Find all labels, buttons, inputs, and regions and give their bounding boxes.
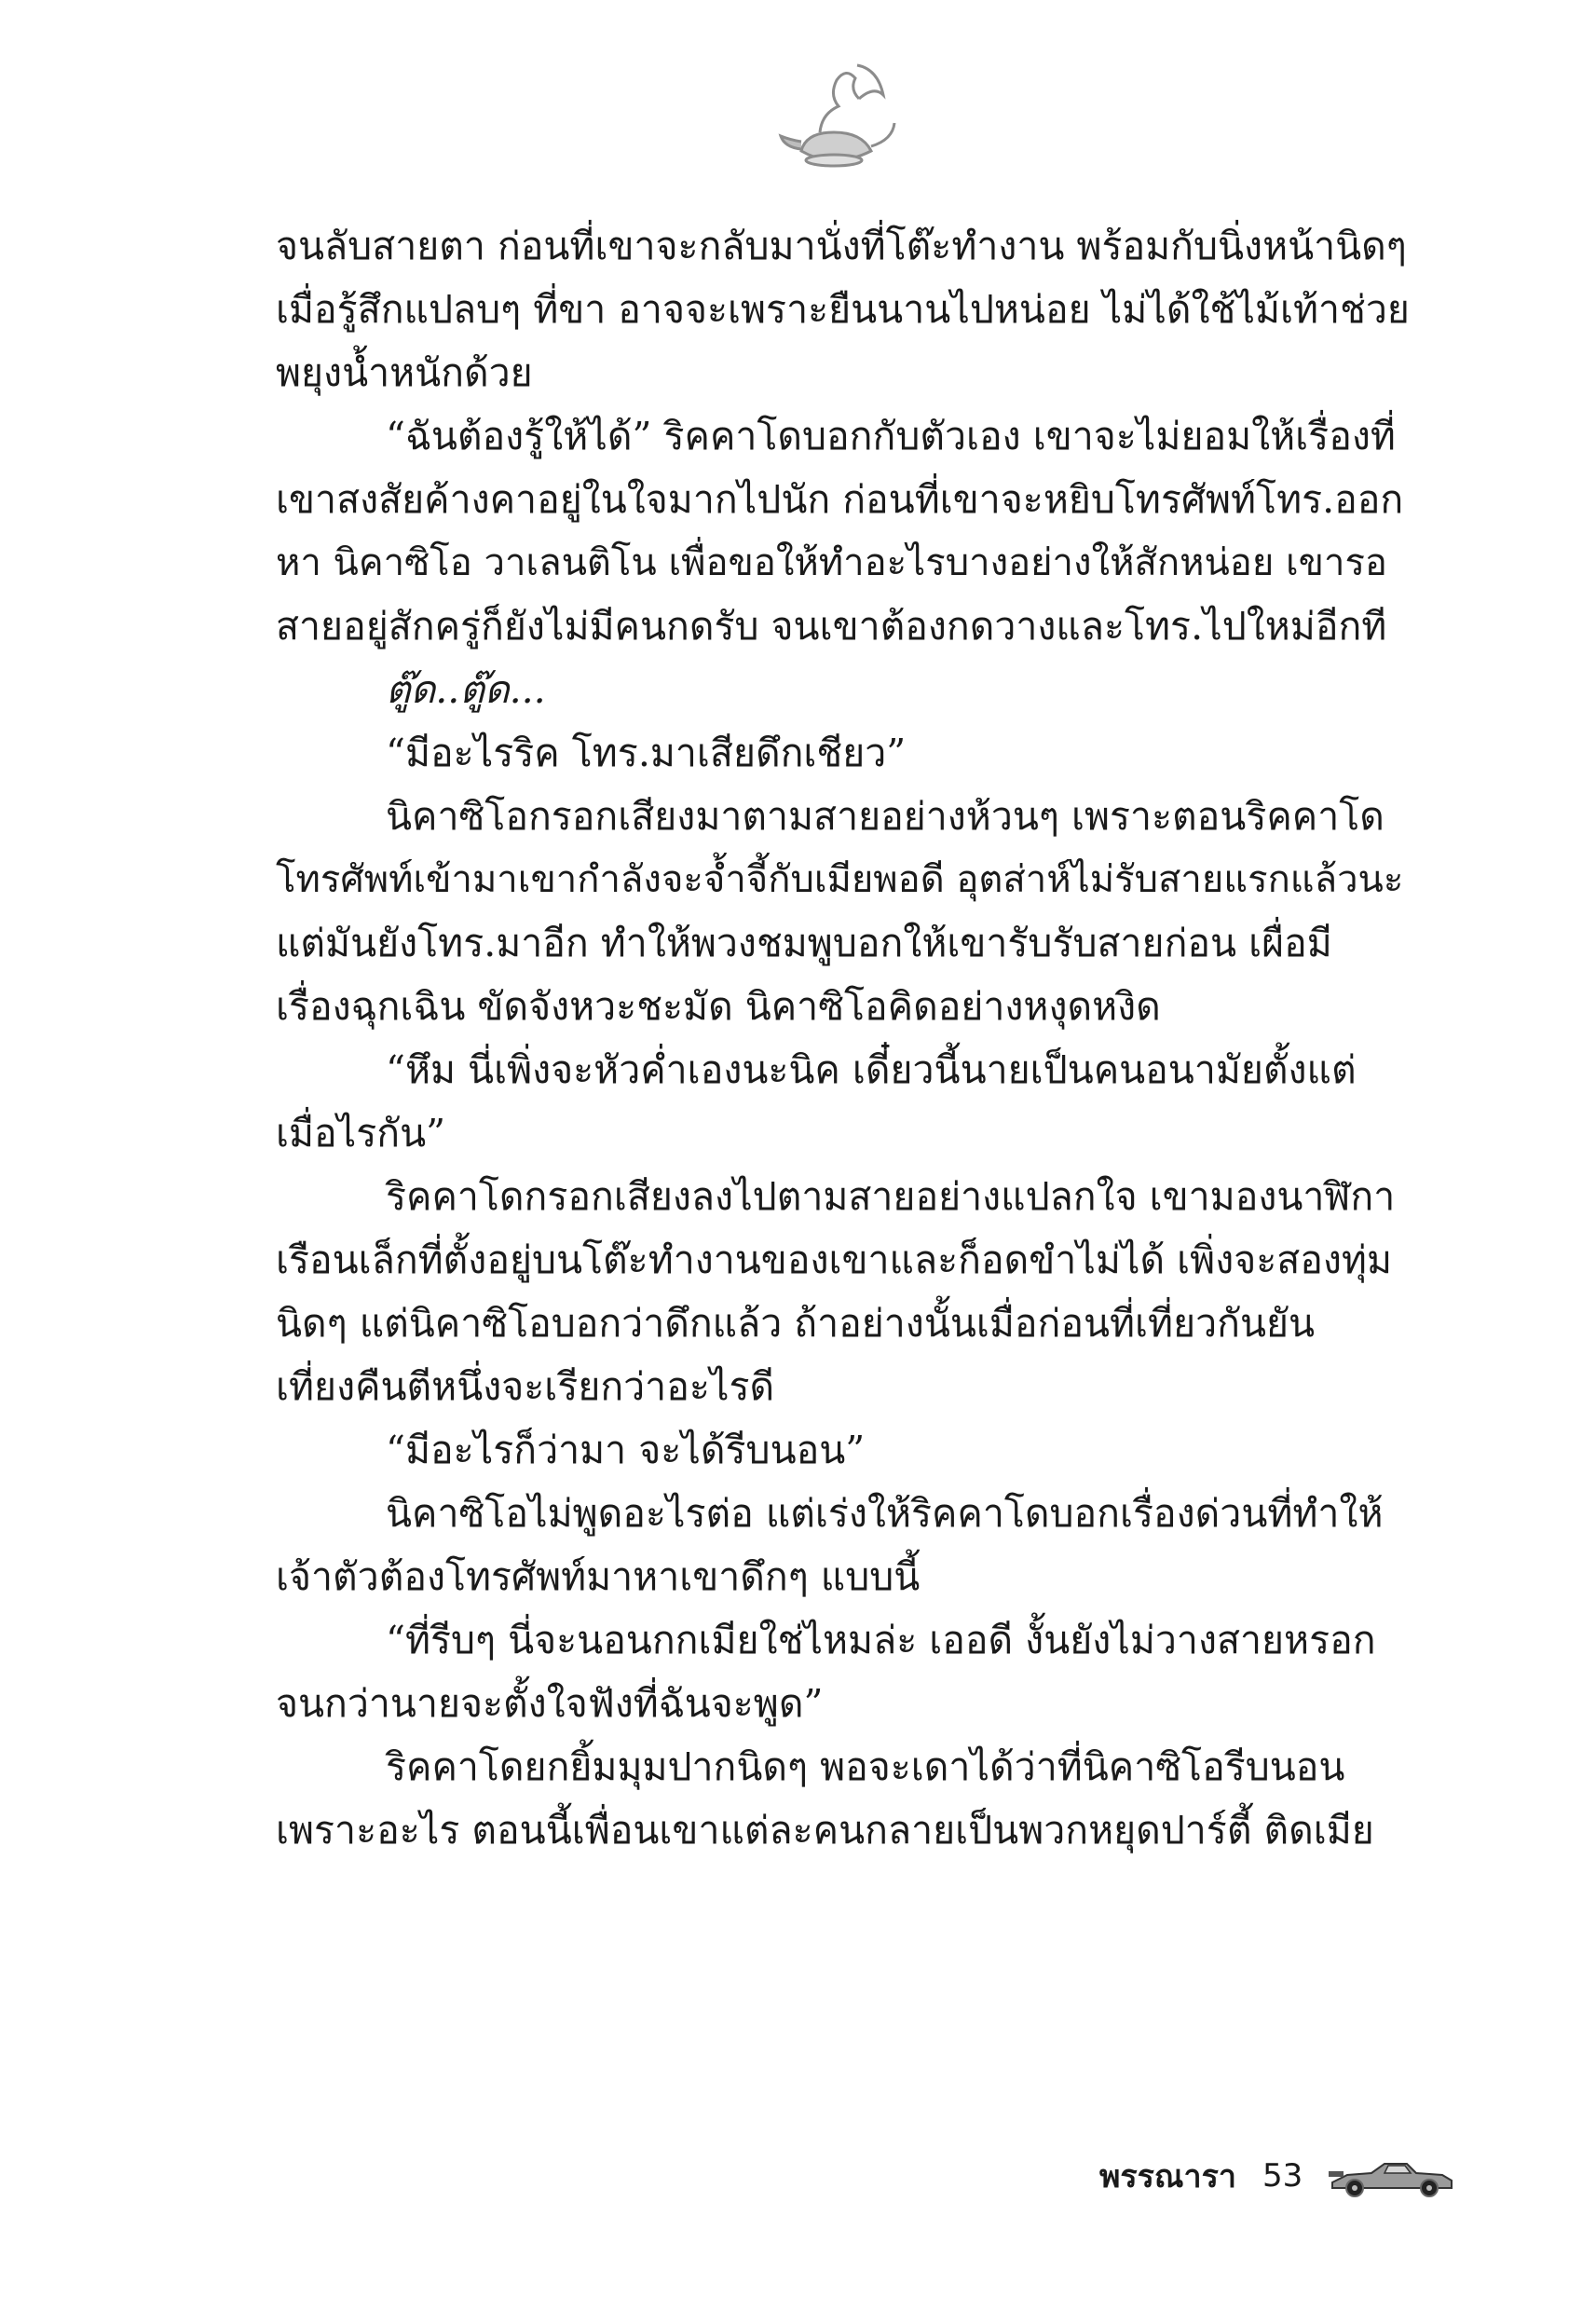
text-line: เที่ยงคืนตีหนึ่งจะเรียกว่าอะไรดี — [276, 1364, 775, 1409]
text-line: เพราะอะไร ตอนนี้เพื่อนเขาแต่ละคนกลายเป็นพวกหยุดปาร์ตี้ ติดเมีย — [276, 1808, 1374, 1853]
text-line: “มีอะไรก็ว่ามา จะได้รีบนอน” — [386, 1428, 866, 1472]
text-line: สายอยู่สักครู่ก็ยังไม่มีคนกดรับ จนเขาต้องกดวางและโทร.ไปใหม่อีกที — [276, 604, 1387, 649]
text-line: ตู๊ด..ตู๊ด... — [386, 667, 546, 712]
page-number: 53 — [1262, 2157, 1303, 2195]
genie-lamp-icon — [764, 58, 904, 179]
text-line: แต่มันยังโทร.มาอีก ทำให้พวงชมพูบอกให้เขารับรับสายก่อน เผื่อมี — [276, 921, 1332, 965]
text-line: “หึม นี่เพิ่งจะหัวค่ำเองนะนิค เดี๋ยวนี้นายเป็นคนอนามัยตั้งแต่ — [386, 1047, 1357, 1092]
page-footer — [1099, 2143, 1509, 2208]
text-line: จนกว่านายจะตั้งใจฟังที่ฉันจะพูด” — [276, 1681, 824, 1726]
text-line: หา นิคาซิโอ วาเลนติโน เพื่อขอให้ทำอะไรบางอย่างให้สักหน่อย เขารอ — [276, 541, 1387, 584]
text-line: ริคคาโดยกยิ้มมุมปากนิดๆ พอจะเดาได้ว่าที่นิคาซิโอรีบนอน — [386, 1744, 1345, 1789]
text-line: โทรศัพท์เข้ามาเขากำลังจะจ้ำจี้กับเมียพอดี อุตส่าห์ไม่รับสายแรกแล้วนะ — [276, 858, 1404, 901]
text-line: เรือนเล็กที่ตั้งอยู่บนโต๊ะทำงานของเขาและก็อดขำไม่ได้ เพิ่งจะสองทุ่ม — [276, 1238, 1392, 1282]
race-car-icon — [1327, 2153, 1457, 2199]
text-line: นิคาซิโอกรอกเสียงมาตามสายอย่างห้วนๆ เพราะตอนริคคาโด — [386, 794, 1385, 839]
text-line: “ที่รีบๆ นี่จะนอนกกเมียใช่ไหมล่ะ เออดี งั้นยังไม่วางสายหรอก — [386, 1618, 1376, 1662]
text-line: จนลับสายตา ก่อนที่เขาจะกลับมานั่งที่โต๊ะทำงาน พร้อมกับนิ่งหน้านิดๆ — [276, 224, 1407, 268]
page-body — [276, 214, 1412, 1985]
text-line: เมื่อรู้สึกแปลบๆ ที่ขา อาจจะเพราะยืนนานไปหน่อย ไม่ได้ใช้ไม้เท้าช่วย — [276, 287, 1410, 332]
text-line: นิคาซิโอไม่พูดอะไรต่อ แต่เร่งให้ริคคาโดบอกเรื่องด่วนที่ทำให้ — [386, 1491, 1384, 1536]
text-line: “มีอะไรริค โทร.มาเสียดึกเชียว” — [386, 731, 907, 775]
text-line: ริคคาโดกรอกเสียงลงไปตามสายอย่างแปลกใจ เขามองนาฬิกา — [386, 1174, 1396, 1219]
book-title: พรรณารา — [1099, 2158, 1236, 2195]
text-line: พยุงน้ำหนักด้วย — [276, 350, 533, 395]
text-line: เรื่องฉุกเฉิน ขัดจังหวะชะมัด นิคาซิโอคิดอย่างหงุดหงิด — [276, 984, 1161, 1029]
text-line: นิดๆ แต่นิคาซิโอบอกว่าดึกแล้ว ถ้าอย่างนั้นเมื่อก่อนที่เที่ยวกันยัน — [276, 1301, 1316, 1346]
text-line: เจ้าตัวต้องโทรศัพท์มาหาเขาดึกๆ แบบนี้ — [276, 1554, 921, 1599]
text-line: เขาสงสัยค้างคาอยู่ในใจมากไปนัก ก่อนที่เขาจะหยิบโทรศัพท์โทร.ออก — [276, 477, 1404, 522]
text-line: “ฉันต้องรู้ให้ได้” ริคคาโดบอกกับตัวเอง เขาจะไม่ยอมให้เรื่องที่ — [386, 414, 1396, 458]
text-line: เมื่อไรกัน” — [276, 1111, 446, 1156]
